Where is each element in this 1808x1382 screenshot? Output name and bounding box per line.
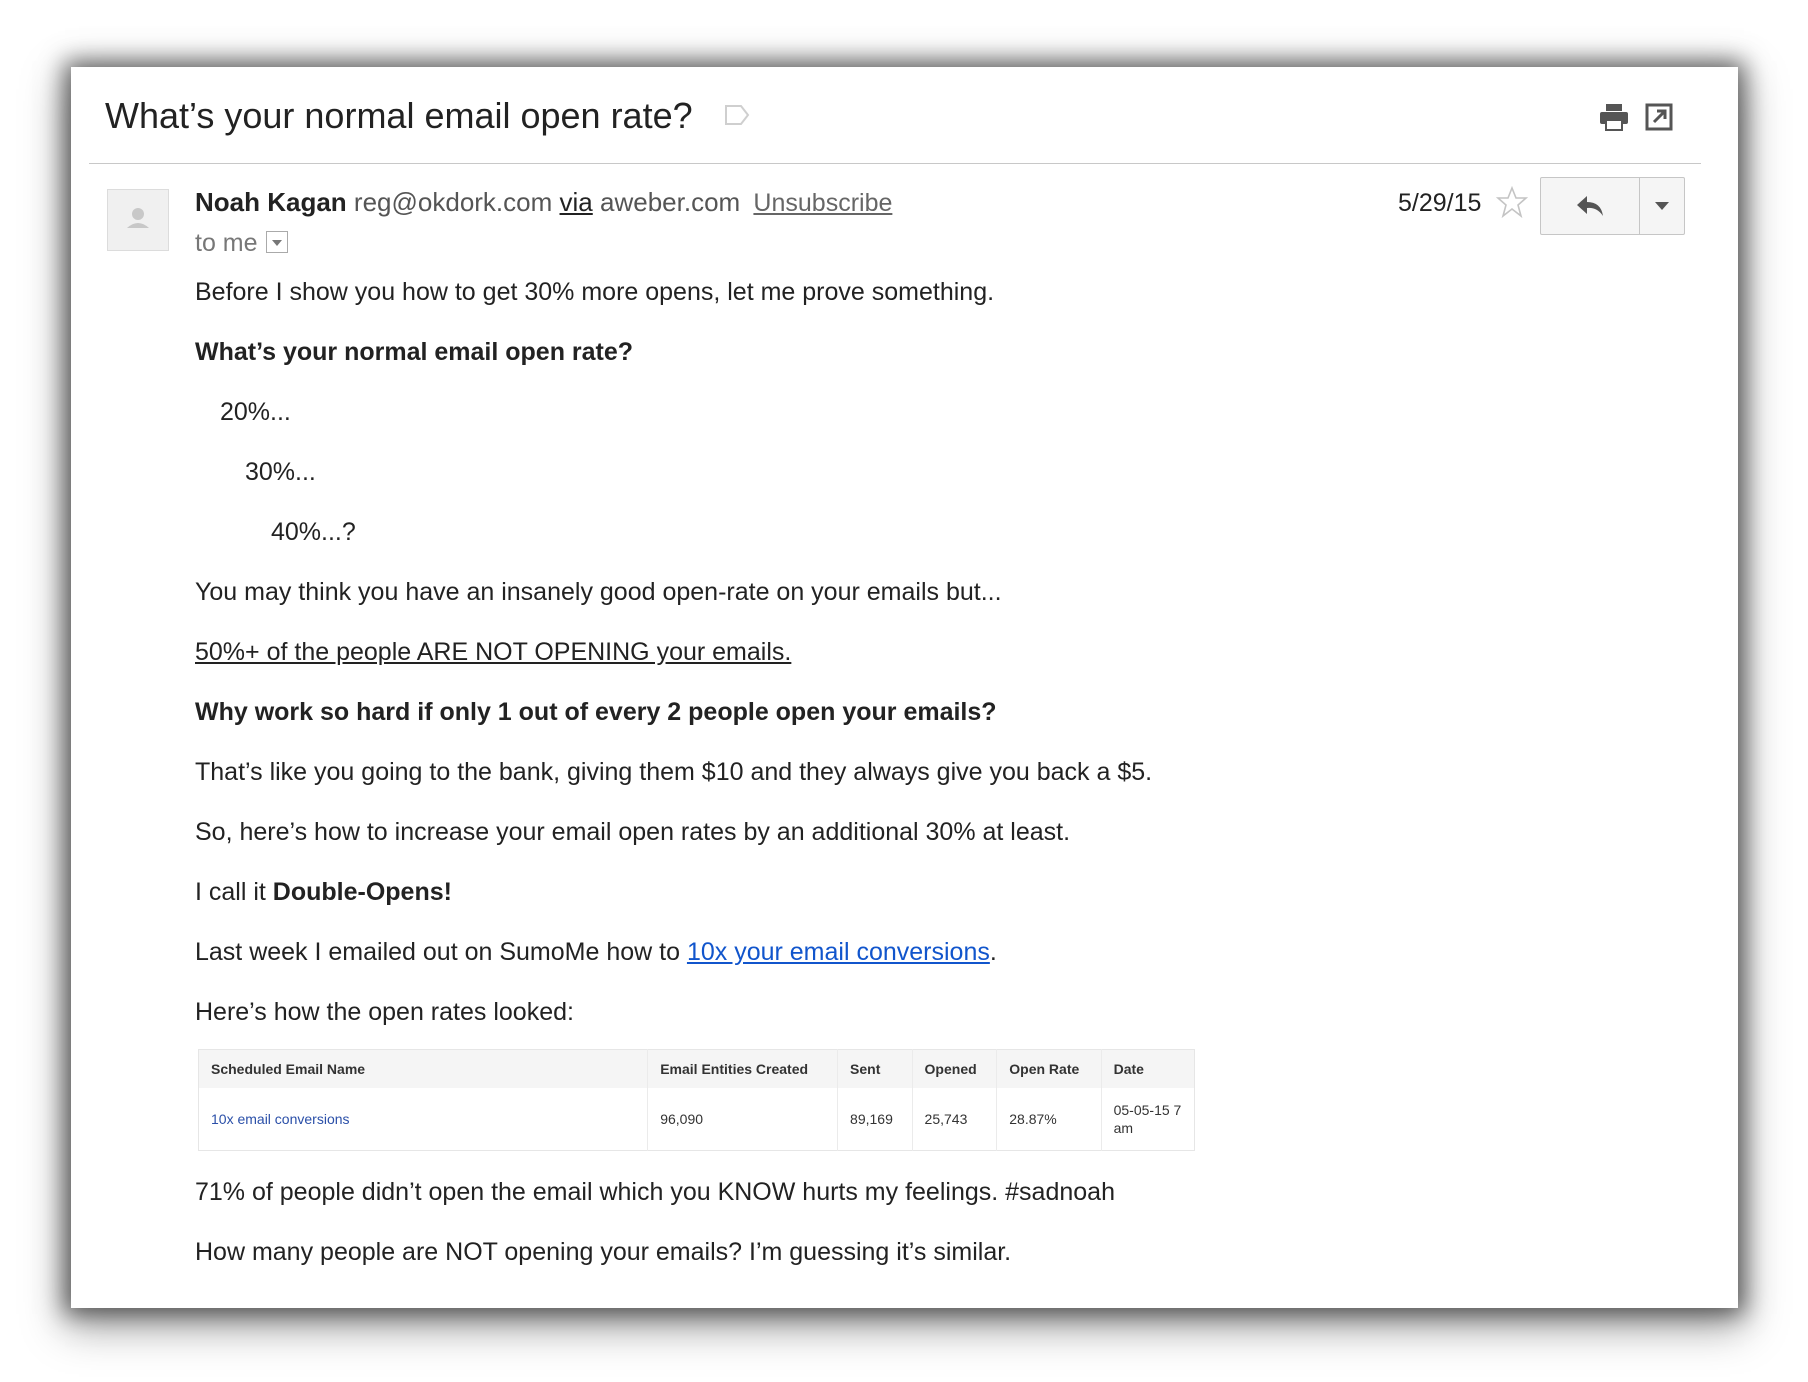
print-icon[interactable] [1598, 102, 1630, 132]
body-paragraph: How many people are NOT opening your emails? I’m guessing it’s similar. [195, 1238, 1012, 1266]
reply-icon [1575, 194, 1605, 218]
sender-avatar[interactable] [107, 189, 169, 251]
column-header: Sent [838, 1050, 913, 1089]
unsubscribe-link[interactable]: Unsubscribe [753, 189, 893, 217]
label-icon[interactable] [724, 104, 750, 126]
recipient-line [195, 229, 288, 258]
body-text: Last week I emailed out on SumoMe how to [195, 938, 687, 966]
body-paragraph [195, 937, 1595, 967]
reply-button[interactable] [1541, 178, 1640, 234]
column-header: Opened [912, 1050, 997, 1089]
recipient-label: to me [195, 229, 258, 257]
body-paragraph: That’s like you going to the bank, giving them $10 and they always give you back a $5. [195, 758, 1153, 786]
email-window [71, 67, 1738, 1308]
open-rates-table [198, 1049, 1195, 1151]
chevron-down-icon[interactable] [266, 231, 288, 253]
table-header-row [199, 1050, 1195, 1089]
body-paragraph: You may think you have an insanely good open-rate on your emails but... [195, 578, 1002, 606]
body-bold-text: Double-Opens! [272, 878, 452, 906]
body-paragraph: 40%...? [271, 518, 356, 546]
sender-line [195, 187, 892, 218]
body-paragraph: 71% of people didn’t open the email which you KNOW hurts my feelings. #sadnoah [195, 1178, 1115, 1206]
subject-bar [71, 67, 1738, 163]
column-header: Open Rate [997, 1050, 1101, 1089]
body-paragraph: What’s your normal email open rate? [195, 338, 634, 366]
body-paragraph: So, here’s how to increase your email open rates by an additional 30% at least. [195, 818, 1071, 846]
person-icon [108, 190, 168, 250]
email-body [195, 277, 1595, 1297]
conversions-link[interactable]: 10x your email conversions [686, 938, 990, 966]
sender-email: reg@okdork.com [353, 187, 553, 217]
table-cell: 28.87% [997, 1088, 1101, 1151]
column-header: Date [1101, 1050, 1194, 1089]
table-row [199, 1088, 1195, 1151]
body-paragraph: Before I show you how to get 30% more opens, let me prove something. [195, 278, 995, 306]
table-cell: 96,090 [648, 1088, 838, 1151]
via-domain: aweber.com [600, 187, 741, 217]
body-text: . [989, 938, 997, 966]
body-paragraph: 50%+ of the people ARE NOT OPENING your emails. [195, 638, 792, 666]
column-header: Email Entities Created [648, 1050, 838, 1089]
table-cell: 05-05-15 7 am [1113, 1102, 1182, 1136]
body-paragraph: Here’s how the open rates looked: [195, 998, 574, 1026]
column-header: Scheduled Email Name [199, 1050, 648, 1089]
chevron-down-icon [1655, 202, 1669, 210]
header-divider [89, 163, 1701, 164]
table-cell: 89,169 [838, 1088, 913, 1151]
sender-name[interactable]: Noah Kagan [195, 187, 347, 217]
body-paragraph: 30%... [245, 458, 316, 486]
star-icon[interactable] [1495, 185, 1529, 219]
popout-icon[interactable] [1644, 102, 1674, 132]
body-text: I call it [195, 878, 273, 906]
via-link[interactable]: via [559, 187, 593, 217]
body-paragraph [195, 877, 1595, 907]
table-cell: 25,743 [912, 1088, 997, 1151]
body-paragraph: Why work so hard if only 1 out of every 2 people open your emails? [195, 698, 997, 726]
email-date: 5/29/15 [1398, 189, 1482, 217]
more-options-button[interactable] [1640, 178, 1684, 234]
table-cell-email-name[interactable]: 10x email conversions [199, 1088, 648, 1151]
email-subject: What’s your normal email open rate? [105, 95, 693, 136]
body-paragraph: 20%... [220, 398, 291, 426]
reply-button-group [1540, 177, 1685, 235]
